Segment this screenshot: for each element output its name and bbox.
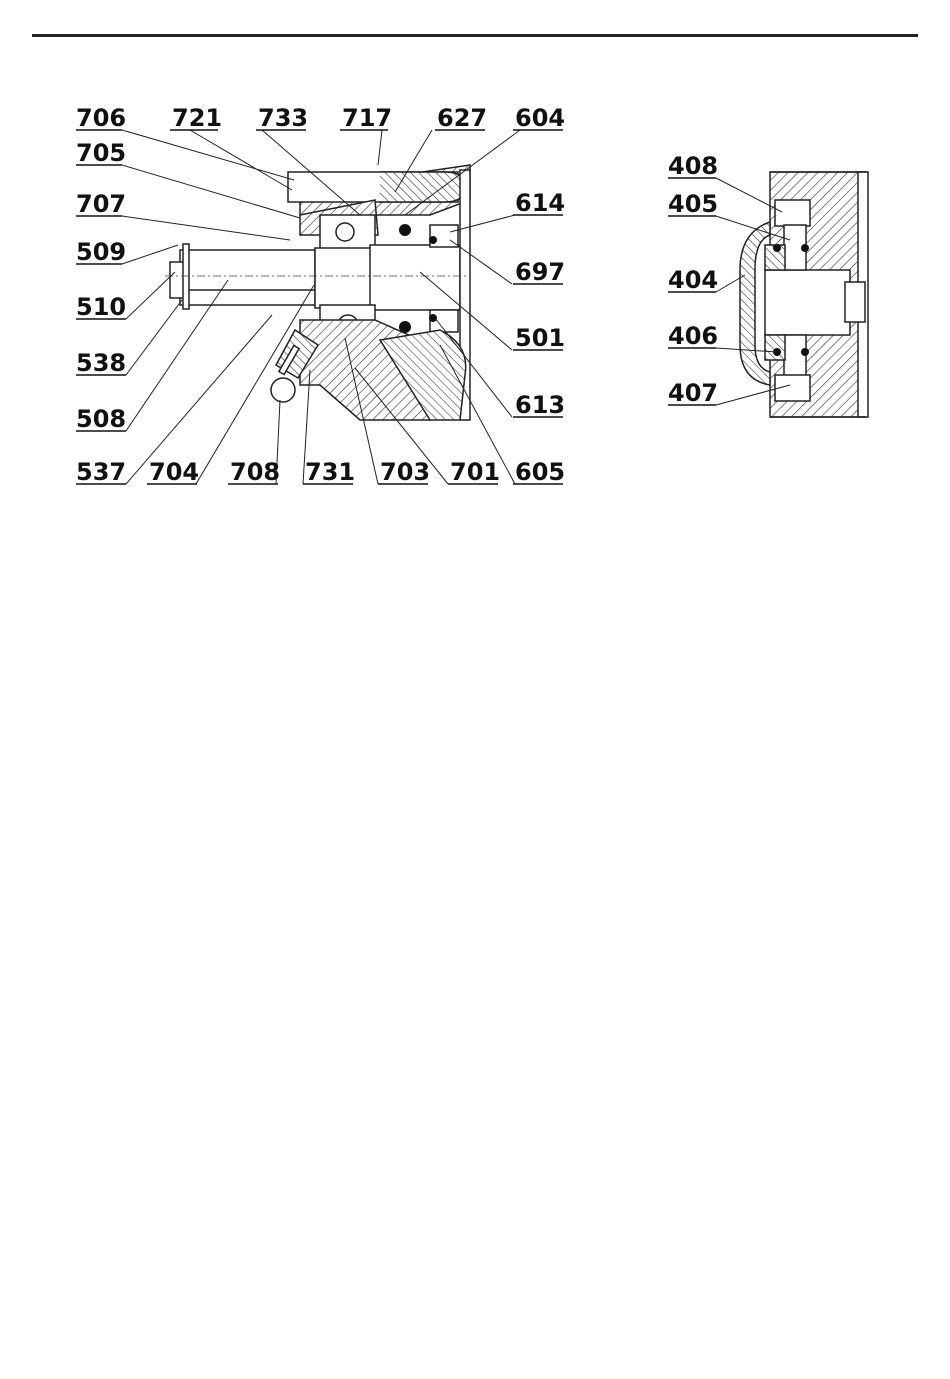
callout-613: 613 <box>515 391 566 419</box>
callout-508: 508 <box>76 405 127 433</box>
callout-717: 717 <box>342 104 393 132</box>
callout-704: 704 <box>149 458 200 486</box>
callout-604: 604 <box>515 104 566 132</box>
right-assembly-drawing <box>740 172 868 417</box>
callout-708: 708 <box>230 458 281 486</box>
callout-614: 614 <box>515 189 566 217</box>
left-diagram <box>76 104 565 486</box>
callout-701: 701 <box>450 458 501 486</box>
left-assembly-drawing <box>165 165 470 420</box>
callout-733: 733 <box>258 104 309 132</box>
callout-627: 627 <box>437 104 488 132</box>
callout-731: 731 <box>305 458 356 486</box>
callout-407: 407 <box>668 379 719 407</box>
callout-706: 706 <box>76 104 127 132</box>
callout-705: 705 <box>76 139 127 167</box>
callout-538: 538 <box>76 349 127 377</box>
callout-605: 605 <box>515 458 566 486</box>
callout-703: 703 <box>380 458 431 486</box>
callout-510: 510 <box>76 293 127 321</box>
right-diagram <box>668 152 868 417</box>
callout-404: 404 <box>668 266 719 294</box>
callout-721: 721 <box>172 104 223 132</box>
callout-501: 501 <box>515 324 566 352</box>
right-callouts <box>668 152 718 407</box>
callout-405: 405 <box>668 190 719 218</box>
callout-707: 707 <box>76 190 127 218</box>
callout-509: 509 <box>76 238 127 266</box>
callout-406: 406 <box>668 322 719 350</box>
callout-697: 697 <box>515 258 566 286</box>
callout-537: 537 <box>76 458 127 486</box>
callout-408: 408 <box>668 152 719 180</box>
